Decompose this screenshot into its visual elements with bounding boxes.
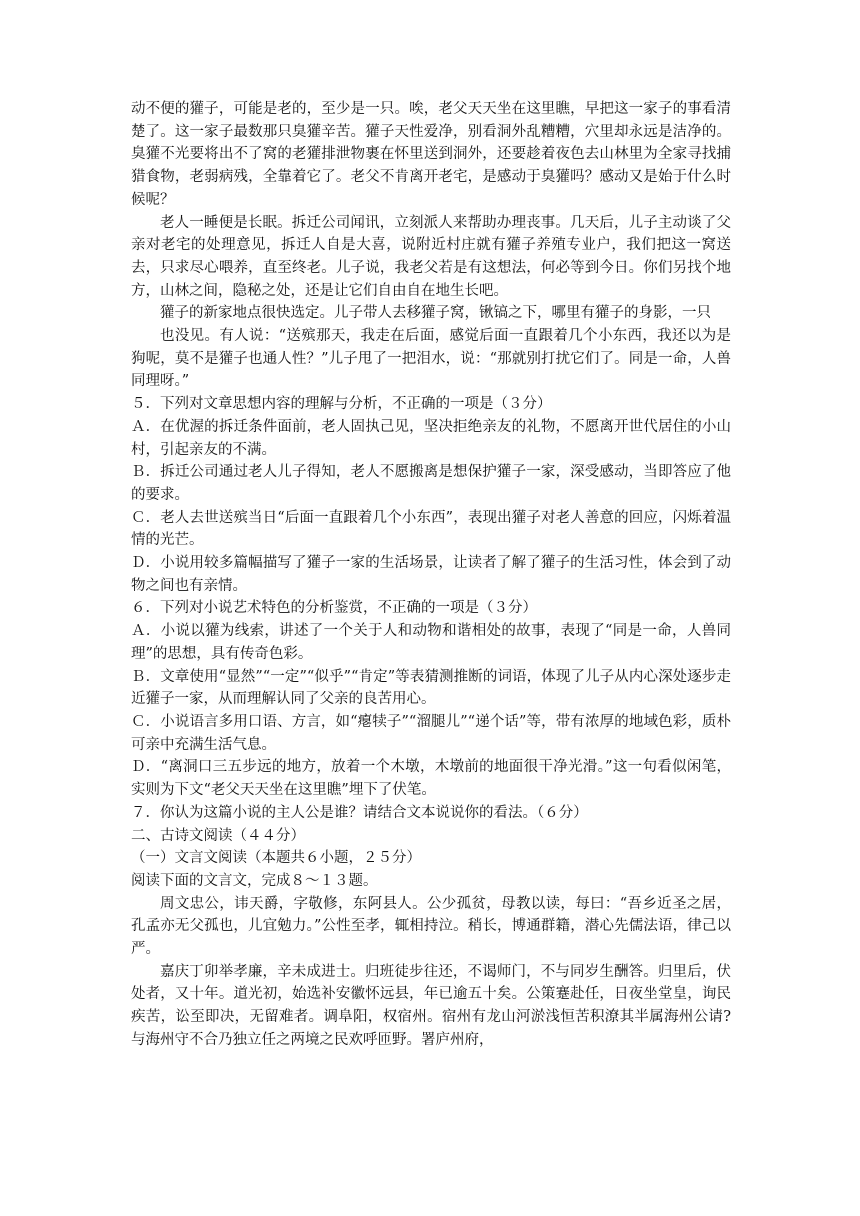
paragraph-story-3: 獾子的新家地点很快选定。儿子带人去移獾子窝，锹镐之下，哪里有獾子的身影，一只 xyxy=(160,305,711,322)
question-5-option-a: Ａ．在优渥的拆迁条件面前，老人固执己见，坚决拒绝亲友的礼物，不愿离开世代居住的小山村，引起亲友的不满。 xyxy=(131,418,731,458)
reading-instruction: 阅读下面的文言文，完成８～１３题。 xyxy=(131,872,378,889)
paragraph-story-1: 动不便的獾子，可能是老的，至少是一只。唉，老父天天坐在这里瞧，早把这一家子的事看清楚了。这一家子最数那只臭獾辛苦。獾子天性爱净，别看洞外乱糟糟，穴里却永远是洁净的。臭獾不光要将出不了窝的老獾排泄物裹在怀里送到洞外，还要趁着夜色去山林里为全家寻找捕猎食物，老弱病残，全靠着它了。老父不肯离开老宅，是感动于臭獾吗？感动又是始于什么时候呢？ xyxy=(131,101,731,208)
paragraph-classical-1: 周文忠公，讳天爵，字敬修，东阿县人。公少孤贫，母教以读，每曰：“吾乡近圣之居，孔孟亦无父孤也，儿宜勉力。”公性至孝，辄相持泣。稍长，博通群籍，潜心先儒法语，律己以严。 xyxy=(131,895,731,958)
paragraph-story-2: 老人一睡便是长眠。拆迁公司闻讯，立刻派人来帮助办理丧事。几天后，儿子主动谈了父亲对老宅的处理意见，拆迁人自是大喜，说附近村庄就有獾子养殖专业户，我们把这一窝送去，只求尽心喂养，直至终老。儿子说，我老父若是有这想法，何必等到今日。你们另找个地方，山林之间，隐秘之处，还是让它们自由自在地生长吧。 xyxy=(131,214,731,299)
question-5-option-b: Ｂ．拆迁公司通过老人儿子得知，老人不愿搬离是想保护獾子一家，深受感动，当即答应了他的要求。 xyxy=(131,464,731,503)
question-6-option-b: Ｂ．文章使用“显然”“一定”“似乎”“肯定”等表猜测推断的词语，体现了儿子从内心深处逐步走近獾子一家，从而理解认同了父亲的良苦用心。 xyxy=(131,668,731,708)
question-7-stem: ７．你认为这篇小说的主人公是谁？请结合文本说说你的看法。（６分） xyxy=(131,804,588,821)
question-5-option-d: Ｄ．小说用较多篇幅描写了獾子一家的生活场景，让读者了解了獾子的生活习性，体会到了动物之间也有亲情。 xyxy=(131,555,731,594)
document-body xyxy=(131,98,731,1052)
question-5-option-c: Ｃ．老人去世送殡当日“后面一直跟着几个小东西”，表现出獾子对老人善意的回应，闪烁着温情的光芒。 xyxy=(131,509,731,549)
question-5-stem: ５．下列对文章思想内容的理解与分析，不正确的一项是（３分） xyxy=(131,396,552,413)
question-6-option-c: Ｃ．小说语言多用口语、方言，如“瘪犊子”“溜腿儿”“递个话”等，带有浓厚的地域色彩，质朴可亲中充满生活气息。 xyxy=(131,713,731,753)
paragraph-story-4: 也没见。有人说：“送殡那天，我走在后面，感觉后面一直跟着几个小东西，我还以为是狗呢，莫不是獾子也通人性？”儿子甩了一把泪水，说：“那就别打扰它们了。同是一命，人兽同理呀。” xyxy=(131,328,731,390)
subsection-heading-wenyan: （一）文言文阅读（本题共６小题，２５分） xyxy=(131,850,421,867)
question-6-option-d: Ｄ．“离洞口三五步远的地方，放着一个木墩，木墩前的地面很干净光滑。”这一句看似闲笔，实则为下文“老父天天坐在这里瞧”埋下了伏笔。 xyxy=(131,759,731,799)
paragraph-classical-2: 嘉庆丁卯举孝廉，辛未成进士。归班徒步往还，不谒师门，不与同岁生酬答。归里后，伏处者，又十年。道光初，始选补安徽怀远县，年已逾五十矣。公策蹇赴任，日夜坐堂皇，询民疾苦，讼至即决，无留难者。调阜阳，权宿州。宿州有龙山河淤浅恒苦积潦其半属海州公请?与海州守不合乃独立任之两境之民欢呼匝野。署庐州府， xyxy=(131,963,731,1048)
section-heading-classical: 二、古诗文阅读（４４分） xyxy=(131,827,305,844)
question-6-option-a: Ａ．小说以獾为线索，讲述了一个关于人和动物和谐相处的故事，表现了“同是一命，人兽同理”的思想，具有传奇色彩。 xyxy=(131,623,731,662)
question-6-stem: ６．下列对小说艺术特色的分析鉴赏，不正确的一项是（３分） xyxy=(131,600,537,617)
